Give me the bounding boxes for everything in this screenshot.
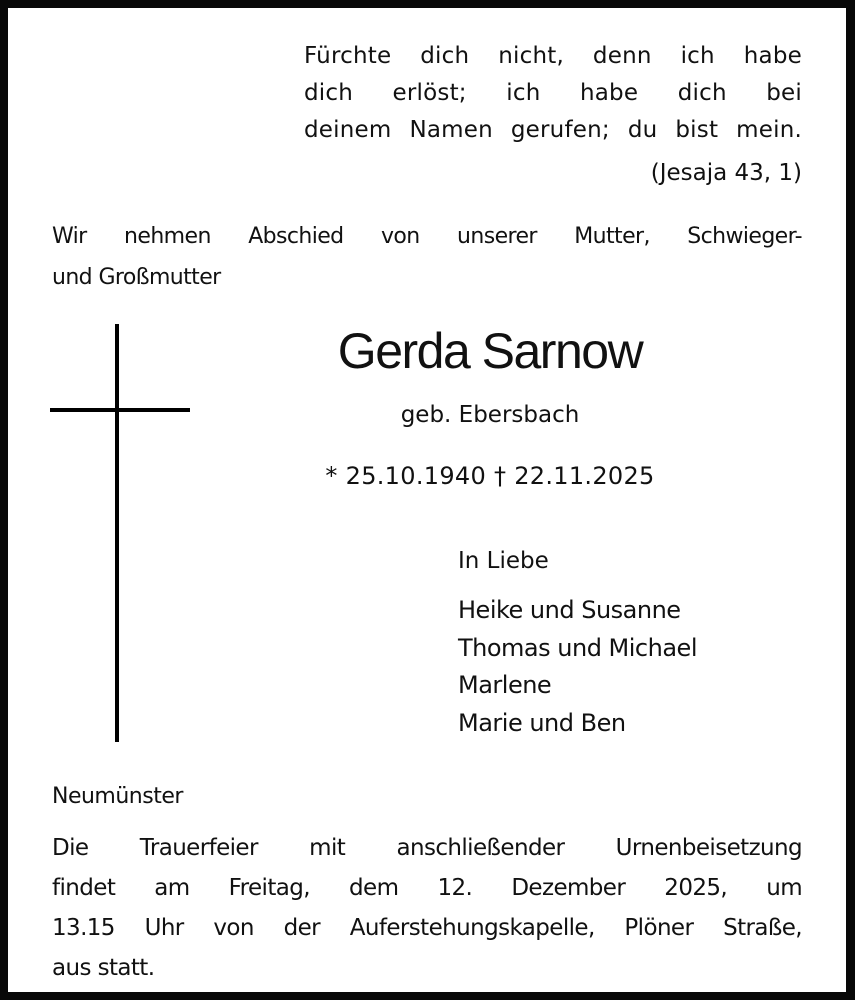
location: Neumünster <box>52 784 183 809</box>
service-line: 13.15 Uhr von der Auferstehungskapelle, Plöner Straße, <box>52 915 802 941</box>
life-dates: * 25.10.1940 † 22.11.2025 <box>325 462 655 490</box>
cross-icon-vertical <box>115 324 119 742</box>
deceased-name: Gerda Sarnow <box>337 323 643 379</box>
mourner-name: Marlene <box>458 671 552 699</box>
verse-line: deinem Namen gerufen; du bist mein. <box>304 117 802 143</box>
mourner-name: Thomas und Michael <box>458 633 697 662</box>
bible-verse <box>304 38 802 149</box>
farewell-intro <box>52 216 802 298</box>
cross-icon-horizontal <box>50 408 190 412</box>
service-line: findet am Freitag, dem 12. Dezember 2025, um <box>52 875 802 901</box>
service-line: Die Trauerfeier mit anschließender Urnenbeisetzung <box>52 835 802 861</box>
service-notice <box>52 828 802 988</box>
mourners-list <box>458 592 697 742</box>
intro-line: und Großmutter <box>52 265 221 290</box>
birth-name: geb. Ebersbach <box>400 402 580 428</box>
service-line: aus statt. <box>52 955 155 981</box>
verse-line: dich erlöst; ich habe dich bei <box>304 80 802 106</box>
mourners-heading: In Liebe <box>458 548 549 574</box>
mourner-name: Heike und Susanne <box>458 596 681 624</box>
verse-line: Fürchte dich nicht, denn ich habe <box>304 43 802 69</box>
mourner-name: Marie und Ben <box>458 708 626 737</box>
verse-citation: (Jesaja 43, 1) <box>650 160 802 186</box>
intro-line: Wir nehmen Abschied von unserer Mutter, Schwieger- <box>52 224 802 249</box>
